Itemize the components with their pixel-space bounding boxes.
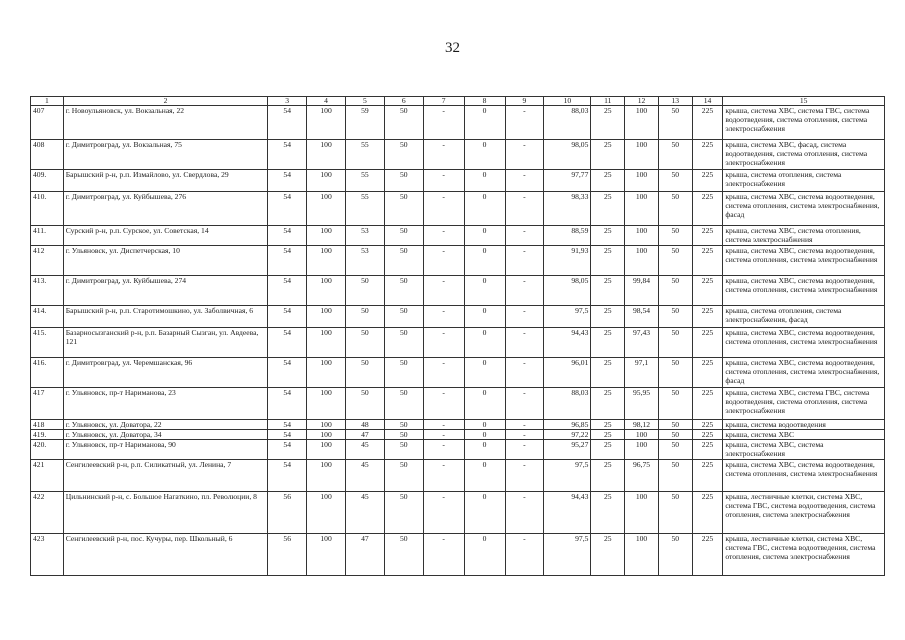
col-5: 59 bbox=[345, 106, 384, 140]
col-3: 54 bbox=[268, 140, 307, 170]
col-6: 50 bbox=[384, 440, 423, 460]
col-14: 225 bbox=[692, 192, 723, 226]
row-number: 412 bbox=[31, 246, 64, 276]
col-9: - bbox=[505, 430, 544, 440]
col-10: 88,03 bbox=[544, 388, 591, 420]
col-12: 100 bbox=[625, 192, 659, 226]
column-header-14: 14 bbox=[692, 97, 723, 106]
table-row bbox=[31, 492, 885, 534]
col-7: - bbox=[423, 492, 464, 534]
col-11: 25 bbox=[591, 276, 625, 306]
col-8: 0 bbox=[464, 534, 505, 576]
address: Сенгилеевский р-н, пос. Кучуры, пер. Школьный, 6 bbox=[63, 534, 268, 576]
work-types: крыша, система ХВС, система водоотведения, система отопления, система электроснабжения bbox=[723, 246, 885, 276]
work-types: крыша, система ХВС, система водоотведения, система отопления, система электроснабжения, фасад bbox=[723, 358, 885, 388]
col-14: 225 bbox=[692, 170, 723, 192]
work-types: крыша, система водоотведения bbox=[723, 420, 885, 430]
address: Барышский р-н, р.п. Измайлово, ул. Свердлова, 29 bbox=[63, 170, 268, 192]
col-9: - bbox=[505, 328, 544, 358]
col-8: 0 bbox=[464, 420, 505, 430]
col-8: 0 bbox=[464, 246, 505, 276]
col-8: 0 bbox=[464, 430, 505, 440]
col-3: 56 bbox=[268, 534, 307, 576]
col-13: 50 bbox=[658, 440, 692, 460]
col-14: 225 bbox=[692, 246, 723, 276]
column-header-13: 13 bbox=[658, 97, 692, 106]
col-9: - bbox=[505, 534, 544, 576]
col-12: 100 bbox=[625, 170, 659, 192]
table-row bbox=[31, 170, 885, 192]
col-14: 225 bbox=[692, 276, 723, 306]
table-row bbox=[31, 388, 885, 420]
col-3: 54 bbox=[268, 420, 307, 430]
col-5: 45 bbox=[345, 460, 384, 492]
col-7: - bbox=[423, 106, 464, 140]
col-12: 100 bbox=[625, 226, 659, 246]
col-14: 225 bbox=[692, 226, 723, 246]
col-14: 225 bbox=[692, 430, 723, 440]
col-5: 50 bbox=[345, 328, 384, 358]
col-11: 25 bbox=[591, 192, 625, 226]
table-row bbox=[31, 440, 885, 460]
col-11: 25 bbox=[591, 492, 625, 534]
column-header-1: 1 bbox=[31, 97, 64, 106]
col-6: 50 bbox=[384, 420, 423, 430]
column-header-8: 8 bbox=[464, 97, 505, 106]
col-5: 50 bbox=[345, 388, 384, 420]
col-14: 225 bbox=[692, 140, 723, 170]
page-number: 32 bbox=[445, 40, 460, 56]
col-7: - bbox=[423, 388, 464, 420]
col-4: 100 bbox=[307, 276, 346, 306]
col-3: 54 bbox=[268, 106, 307, 140]
column-header-2: 2 bbox=[63, 97, 268, 106]
column-header-6: 6 bbox=[384, 97, 423, 106]
col-4: 100 bbox=[307, 106, 346, 140]
table-row bbox=[31, 460, 885, 492]
address: Сенгилеевский р-н, р.п. Силикатный, ул. Ленина, 7 bbox=[63, 460, 268, 492]
col-3: 54 bbox=[268, 460, 307, 492]
col-6: 50 bbox=[384, 358, 423, 388]
col-6: 50 bbox=[384, 328, 423, 358]
col-11: 25 bbox=[591, 388, 625, 420]
address: Сурский р-н, р.п. Сурское, ул. Советская, 14 bbox=[63, 226, 268, 246]
work-types: крыша, система ХВС, система водоотведения, система отопления, система электроснабжения bbox=[723, 276, 885, 306]
col-11: 25 bbox=[591, 140, 625, 170]
table-row bbox=[31, 420, 885, 430]
col-5: 50 bbox=[345, 276, 384, 306]
col-9: - bbox=[505, 420, 544, 430]
work-types: крыша, система ХВС, система электроснабжения bbox=[723, 440, 885, 460]
row-number: 414. bbox=[31, 306, 64, 328]
col-10: 97,22 bbox=[544, 430, 591, 440]
col-12: 100 bbox=[625, 106, 659, 140]
column-header-10: 10 bbox=[544, 97, 591, 106]
col-9: - bbox=[505, 440, 544, 460]
col-9: - bbox=[505, 460, 544, 492]
col-13: 50 bbox=[658, 534, 692, 576]
col-8: 0 bbox=[464, 328, 505, 358]
col-8: 0 bbox=[464, 106, 505, 140]
col-9: - bbox=[505, 192, 544, 226]
col-13: 50 bbox=[658, 106, 692, 140]
col-8: 0 bbox=[464, 460, 505, 492]
row-number: 418 bbox=[31, 420, 64, 430]
col-12: 100 bbox=[625, 492, 659, 534]
col-9: - bbox=[505, 358, 544, 388]
col-12: 97,1 bbox=[625, 358, 659, 388]
column-header-4: 4 bbox=[307, 97, 346, 106]
work-types: крыша, система ХВС, система водоотведения, система отопления, система электроснабжения bbox=[723, 460, 885, 492]
col-9: - bbox=[505, 226, 544, 246]
col-12: 100 bbox=[625, 534, 659, 576]
col-4: 100 bbox=[307, 226, 346, 246]
col-13: 50 bbox=[658, 192, 692, 226]
col-10: 91,93 bbox=[544, 246, 591, 276]
col-9: - bbox=[505, 170, 544, 192]
table-row bbox=[31, 276, 885, 306]
col-10: 88,03 bbox=[544, 106, 591, 140]
col-13: 50 bbox=[658, 460, 692, 492]
col-11: 25 bbox=[591, 420, 625, 430]
col-10: 98,05 bbox=[544, 140, 591, 170]
col-8: 0 bbox=[464, 140, 505, 170]
col-6: 50 bbox=[384, 430, 423, 440]
col-14: 225 bbox=[692, 492, 723, 534]
col-12: 100 bbox=[625, 246, 659, 276]
col-7: - bbox=[423, 430, 464, 440]
col-13: 50 bbox=[658, 388, 692, 420]
col-14: 225 bbox=[692, 534, 723, 576]
col-5: 47 bbox=[345, 430, 384, 440]
col-9: - bbox=[505, 106, 544, 140]
work-types: крыша, система ХВС, система ГВС, система водоотведения, система отопления, система электроснабжения bbox=[723, 106, 885, 140]
work-types: крыша, система ХВС, фасад, система водоотведения, система отопления, система электроснабжения bbox=[723, 140, 885, 170]
col-6: 50 bbox=[384, 246, 423, 276]
col-7: - bbox=[423, 534, 464, 576]
col-13: 50 bbox=[658, 140, 692, 170]
col-13: 50 bbox=[658, 358, 692, 388]
row-number: 422 bbox=[31, 492, 64, 534]
col-7: - bbox=[423, 192, 464, 226]
col-8: 0 bbox=[464, 388, 505, 420]
address: г. Димитровград, ул. Куйбышева, 274 bbox=[63, 276, 268, 306]
address: г. Димитровград, ул. Куйбышева, 276 bbox=[63, 192, 268, 226]
col-5: 47 bbox=[345, 534, 384, 576]
col-4: 100 bbox=[307, 534, 346, 576]
col-3: 56 bbox=[268, 492, 307, 534]
col-3: 54 bbox=[268, 328, 307, 358]
col-10: 95,27 bbox=[544, 440, 591, 460]
row-number: 411. bbox=[31, 226, 64, 246]
col-13: 50 bbox=[658, 226, 692, 246]
col-12: 96,75 bbox=[625, 460, 659, 492]
row-number: 423 bbox=[31, 534, 64, 576]
row-number: 415. bbox=[31, 328, 64, 358]
col-13: 50 bbox=[658, 420, 692, 430]
col-12: 95,95 bbox=[625, 388, 659, 420]
work-types: крыша, система ХВС, система ГВС, система водоотведения, система отопления, система электроснабжения bbox=[723, 388, 885, 420]
col-7: - bbox=[423, 460, 464, 492]
col-9: - bbox=[505, 276, 544, 306]
address: Базарносызганский р-н, р.п. Базарный Сызган, ул. Авдеева, 121 bbox=[63, 328, 268, 358]
col-4: 100 bbox=[307, 328, 346, 358]
table-row bbox=[31, 246, 885, 276]
col-10: 94,43 bbox=[544, 492, 591, 534]
col-5: 53 bbox=[345, 226, 384, 246]
address: Барышский р-н, р.п. Старотимошкино, ул. Заболвичная, 6 bbox=[63, 306, 268, 328]
table-row bbox=[31, 106, 885, 140]
col-7: - bbox=[423, 276, 464, 306]
col-6: 50 bbox=[384, 534, 423, 576]
col-12: 98,54 bbox=[625, 306, 659, 328]
column-header-5: 5 bbox=[345, 97, 384, 106]
address: г. Ульяновск, ул. Диспетчерская, 10 bbox=[63, 246, 268, 276]
col-6: 50 bbox=[384, 170, 423, 192]
col-3: 54 bbox=[268, 192, 307, 226]
col-6: 50 bbox=[384, 192, 423, 226]
col-11: 25 bbox=[591, 358, 625, 388]
col-14: 225 bbox=[692, 106, 723, 140]
work-types: крыша, система отопления, система электроснабжения bbox=[723, 170, 885, 192]
col-5: 45 bbox=[345, 492, 384, 534]
col-10: 98,33 bbox=[544, 192, 591, 226]
work-types: крыша, лестничные клетки, система ХВС, система ГВС, система водоотведения, система отопления, система электроснабжения bbox=[723, 492, 885, 534]
col-3: 54 bbox=[268, 306, 307, 328]
col-5: 55 bbox=[345, 140, 384, 170]
col-13: 50 bbox=[658, 328, 692, 358]
col-4: 100 bbox=[307, 140, 346, 170]
column-header-15: 15 bbox=[723, 97, 885, 106]
col-8: 0 bbox=[464, 276, 505, 306]
col-11: 25 bbox=[591, 328, 625, 358]
table-body bbox=[31, 106, 885, 576]
col-8: 0 bbox=[464, 170, 505, 192]
address: г. Димитровград, ул. Черемшанская, 96 bbox=[63, 358, 268, 388]
col-5: 48 bbox=[345, 420, 384, 430]
col-5: 45 bbox=[345, 440, 384, 460]
col-13: 50 bbox=[658, 276, 692, 306]
col-4: 100 bbox=[307, 246, 346, 276]
col-11: 25 bbox=[591, 306, 625, 328]
address: г. Димитровград, ул. Вокзальная, 75 bbox=[63, 140, 268, 170]
col-7: - bbox=[423, 420, 464, 430]
address: г. Ульяновск, пр-т Нариманова, 23 bbox=[63, 388, 268, 420]
col-14: 225 bbox=[692, 460, 723, 492]
col-7: - bbox=[423, 246, 464, 276]
table-row bbox=[31, 534, 885, 576]
col-8: 0 bbox=[464, 226, 505, 246]
column-header-12: 12 bbox=[625, 97, 659, 106]
col-3: 54 bbox=[268, 170, 307, 192]
col-5: 50 bbox=[345, 358, 384, 388]
table-row bbox=[31, 328, 885, 358]
col-8: 0 bbox=[464, 492, 505, 534]
col-3: 54 bbox=[268, 440, 307, 460]
col-10: 97,5 bbox=[544, 306, 591, 328]
row-number: 407 bbox=[31, 106, 64, 140]
col-9: - bbox=[505, 306, 544, 328]
col-4: 100 bbox=[307, 170, 346, 192]
col-8: 0 bbox=[464, 306, 505, 328]
col-5: 55 bbox=[345, 170, 384, 192]
col-12: 100 bbox=[625, 440, 659, 460]
col-7: - bbox=[423, 170, 464, 192]
col-6: 50 bbox=[384, 276, 423, 306]
col-7: - bbox=[423, 306, 464, 328]
row-number: 420. bbox=[31, 440, 64, 460]
col-9: - bbox=[505, 246, 544, 276]
col-13: 50 bbox=[658, 306, 692, 328]
column-header-11: 11 bbox=[591, 97, 625, 106]
table-row bbox=[31, 192, 885, 226]
work-types: крыша, система ХВС, система водоотведения, система отопления, система электроснабжения bbox=[723, 328, 885, 358]
table-row bbox=[31, 306, 885, 328]
work-types: крыша, система отопления, система электроснабжения, фасад bbox=[723, 306, 885, 328]
col-13: 50 bbox=[658, 246, 692, 276]
col-10: 88,59 bbox=[544, 226, 591, 246]
work-types: крыша, система ХВС, система отопления, система электроснабжения bbox=[723, 226, 885, 246]
table-row bbox=[31, 226, 885, 246]
col-14: 225 bbox=[692, 420, 723, 430]
col-11: 25 bbox=[591, 534, 625, 576]
address: г. Новоульяновск, ул. Вокзальная, 22 bbox=[63, 106, 268, 140]
col-4: 100 bbox=[307, 492, 346, 534]
col-12: 97,43 bbox=[625, 328, 659, 358]
col-6: 50 bbox=[384, 140, 423, 170]
table-row bbox=[31, 358, 885, 388]
col-10: 97,5 bbox=[544, 534, 591, 576]
col-12: 100 bbox=[625, 430, 659, 440]
work-types: крыша, система ХВС bbox=[723, 430, 885, 440]
col-9: - bbox=[505, 140, 544, 170]
col-14: 225 bbox=[692, 358, 723, 388]
row-number: 417 bbox=[31, 388, 64, 420]
col-5: 53 bbox=[345, 246, 384, 276]
col-7: - bbox=[423, 140, 464, 170]
col-13: 50 bbox=[658, 430, 692, 440]
repair-program-table bbox=[30, 96, 885, 576]
col-3: 54 bbox=[268, 358, 307, 388]
col-4: 100 bbox=[307, 192, 346, 226]
col-11: 25 bbox=[591, 106, 625, 140]
col-10: 94,43 bbox=[544, 328, 591, 358]
col-14: 225 bbox=[692, 328, 723, 358]
col-10: 98,05 bbox=[544, 276, 591, 306]
row-number: 421 bbox=[31, 460, 64, 492]
work-types: крыша, лестничные клетки, система ХВС, система ГВС, система водоотведения, система отопления, система электроснабжения bbox=[723, 534, 885, 576]
col-6: 50 bbox=[384, 388, 423, 420]
address: Цильнинский р-н, с. Большое Нагаткино, пл. Революции, 8 bbox=[63, 492, 268, 534]
col-7: - bbox=[423, 328, 464, 358]
col-13: 50 bbox=[658, 492, 692, 534]
col-14: 225 bbox=[692, 388, 723, 420]
col-11: 25 bbox=[591, 440, 625, 460]
col-12: 99,84 bbox=[625, 276, 659, 306]
col-3: 54 bbox=[268, 430, 307, 440]
col-7: - bbox=[423, 226, 464, 246]
col-12: 100 bbox=[625, 140, 659, 170]
col-8: 0 bbox=[464, 192, 505, 226]
col-11: 25 bbox=[591, 170, 625, 192]
row-number: 413. bbox=[31, 276, 64, 306]
col-9: - bbox=[505, 492, 544, 534]
col-4: 100 bbox=[307, 420, 346, 430]
col-7: - bbox=[423, 358, 464, 388]
col-14: 225 bbox=[692, 306, 723, 328]
col-5: 55 bbox=[345, 192, 384, 226]
col-6: 50 bbox=[384, 226, 423, 246]
col-12: 98,12 bbox=[625, 420, 659, 430]
col-6: 50 bbox=[384, 492, 423, 534]
col-4: 100 bbox=[307, 306, 346, 328]
col-10: 96,85 bbox=[544, 420, 591, 430]
address: г. Ульяновск, пр-т Нариманова, 90 bbox=[63, 440, 268, 460]
row-number: 409. bbox=[31, 170, 64, 192]
col-6: 50 bbox=[384, 106, 423, 140]
col-10: 97,5 bbox=[544, 460, 591, 492]
address: г. Ульяновск, ул. Доватора, 22 bbox=[63, 420, 268, 430]
column-number-row bbox=[31, 97, 885, 106]
row-number: 410. bbox=[31, 192, 64, 226]
address: г. Ульяновск, ул. Доватора, 34 bbox=[63, 430, 268, 440]
col-4: 100 bbox=[307, 388, 346, 420]
col-13: 50 bbox=[658, 170, 692, 192]
col-10: 97,77 bbox=[544, 170, 591, 192]
column-header-7: 7 bbox=[423, 97, 464, 106]
row-number: 408 bbox=[31, 140, 64, 170]
col-6: 50 bbox=[384, 460, 423, 492]
table-row bbox=[31, 430, 885, 440]
table-row bbox=[31, 140, 885, 170]
col-8: 0 bbox=[464, 358, 505, 388]
col-3: 54 bbox=[268, 388, 307, 420]
col-9: - bbox=[505, 388, 544, 420]
col-4: 100 bbox=[307, 460, 346, 492]
col-11: 25 bbox=[591, 246, 625, 276]
col-10: 96,01 bbox=[544, 358, 591, 388]
row-number: 419. bbox=[31, 430, 64, 440]
column-header-9: 9 bbox=[505, 97, 544, 106]
work-types: крыша, система ХВС, система водоотведения, система отопления, система электроснабжения, фасад bbox=[723, 192, 885, 226]
col-11: 25 bbox=[591, 460, 625, 492]
col-3: 54 bbox=[268, 226, 307, 246]
row-number: 416. bbox=[31, 358, 64, 388]
col-6: 50 bbox=[384, 306, 423, 328]
col-3: 54 bbox=[268, 246, 307, 276]
col-8: 0 bbox=[464, 440, 505, 460]
col-11: 25 bbox=[591, 430, 625, 440]
col-5: 50 bbox=[345, 306, 384, 328]
column-header-3: 3 bbox=[268, 97, 307, 106]
col-14: 225 bbox=[692, 440, 723, 460]
col-4: 100 bbox=[307, 440, 346, 460]
col-4: 100 bbox=[307, 358, 346, 388]
col-11: 25 bbox=[591, 226, 625, 246]
col-4: 100 bbox=[307, 430, 346, 440]
col-7: - bbox=[423, 440, 464, 460]
col-3: 54 bbox=[268, 276, 307, 306]
